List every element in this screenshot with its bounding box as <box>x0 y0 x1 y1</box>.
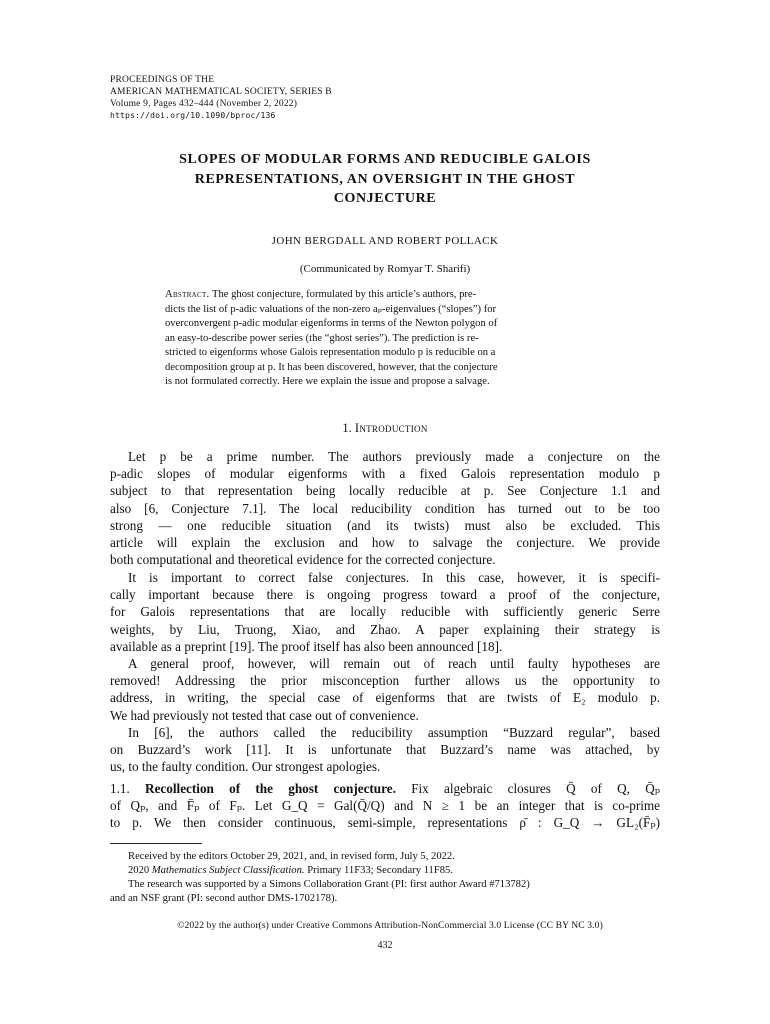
abstract <box>165 288 605 390</box>
abstract-line: overconvergent p-adic modular eigenforms in terms of the Newton polygon of <box>165 318 498 329</box>
license-notice: ©2022 by the author(s) under Creative Commons Attribution-NonCommercial 3.0 License (CC BY NC 3.0) <box>177 920 603 931</box>
abstract-line: is not formulated correctly. Here we explain the issue and propose a salvage. <box>165 376 490 387</box>
journal-header <box>110 74 670 122</box>
footnotes <box>110 850 670 906</box>
body-line: In [6], the authors called the reducibility assumption “Buzzard regular”, based <box>128 725 660 740</box>
body-line: article will explain the exclusion and how to salvage the conjecture. We provide <box>110 535 660 551</box>
body-line: A general proof, however, will remain out of reach until faulty hypotheses are <box>128 656 660 671</box>
body-line: 1.1. Recollection of the ghost conjecture. Fix algebraic closures Q̄ of Q, Q̄ₚ <box>110 781 661 796</box>
journal-line: AMERICAN MATHEMATICAL SOCIETY, SERIES B <box>110 87 332 97</box>
abstract-line: Abstract. The ghost conjecture, formulated by this article’s authors, pre- <box>165 289 477 300</box>
abstract-line: decomposition group at p. It has been discovered, however, that the conjecture <box>165 361 498 373</box>
paragraph <box>110 448 660 568</box>
body-line: of Qₚ, and F̄ₚ of Fₚ. Let G_Q = Gal(Q̄/Q) and N ≥ 1 be an integer that is co-prime <box>110 798 660 814</box>
body-line: Let p be a prime number. The authors previously made a conjecture on the <box>128 449 660 464</box>
body-line: removed! Addressing the prior misconception further allows us the opportunity to <box>110 673 660 689</box>
paragraph <box>110 724 660 776</box>
body-line: We had previously not tested that case out of convenience. <box>110 707 419 723</box>
body-line: us, to the faulty condition. Our strongest apologies. <box>110 759 381 775</box>
support-note: and an NSF grant (PI: second author DMS-1702178). <box>110 893 338 904</box>
abstract-line: stricted to eigenforms whose Galois representation modulo p is reducible on a <box>165 347 496 358</box>
body-line: to p. We then consider continuous, semi-simple, representations ρ̄ : G_Q → GL₂(F̄ₚ) <box>110 815 660 831</box>
subsection-title: Recollection of the ghost conjecture. <box>145 781 396 796</box>
body-line: strong — one reducible situation (and its twists) must also be excluded. This <box>110 517 660 533</box>
abstract-line: an easy-to-describe power series (the “ghost series”). The prediction is re- <box>165 332 479 344</box>
body-line: address, in writing, the special case of eigenforms that are twists of E₂ modulo p. <box>110 690 660 706</box>
subsection <box>110 780 660 832</box>
doi-link[interactable]: https://doi.org/10.1090/bproc/136 <box>110 111 276 120</box>
title-line: SLOPES OF MODULAR FORMS AND REDUCIBLE GALOIS <box>179 152 591 167</box>
body-line: p-adic slopes of modular eigenforms with a fixed Galois representation modulo p <box>110 466 660 482</box>
section-number: 1. <box>342 421 352 435</box>
paragraph <box>110 569 660 655</box>
journal-volume: Volume 9, Pages 432–444 (November 2, 2022) <box>110 99 298 109</box>
page-number: 432 <box>377 940 393 951</box>
body-line: subject to that representation being locally reducible at p. See Conjecture 1.1 and <box>110 483 660 499</box>
paper-title <box>110 150 660 209</box>
body-line: on Buzzard’s work [11]. It is unfortunate that Buzzard’s name was attached, by <box>110 742 660 758</box>
body-line: both computational and theoretical evidence for the corrected conjecture. <box>110 552 496 568</box>
body-line: available as a preprint [19]. The proof itself has also been announced [18]. <box>110 638 503 654</box>
footnote-divider <box>110 843 202 844</box>
title-line: REPRESENTATIONS, AN OVERSIGHT IN THE GHOST <box>194 171 576 187</box>
body-line: for Galois representations that are locally reducible with sufficiently generic Serre <box>110 604 660 620</box>
abstract-line: dicts the list of p-adic valuations of the non-zero aₚ-eigenvalues (“slopes”) for <box>165 303 497 315</box>
communicated-by: (Communicated by Romyar T. Sharifi) <box>299 263 471 275</box>
body-line: cally important because there is ongoing progress toward a proof of the conjecture, <box>110 587 660 603</box>
author-list: JOHN BERGDALL AND ROBERT POLLACK <box>271 235 499 247</box>
abstract-label: Abstract. <box>165 289 210 300</box>
section-title: Introduction <box>354 421 428 435</box>
body-line: also [6, Conjecture 7.1]. The local reducibility condition has turned out to be too <box>110 500 660 516</box>
journal-line: PROCEEDINGS OF THE <box>110 75 215 85</box>
body-line: weights, by Liu, Truong, Xiao, and Zhao. A paper explaining their strategy is <box>110 621 660 637</box>
support-note: The research was supported by a Simons Collaboration Grant (PI: first author Award #713782) <box>128 879 530 890</box>
received-note: Received by the editors October 29, 2021, and, in revised form, July 5, 2022. <box>128 851 455 862</box>
section-heading <box>110 421 660 436</box>
body-line: It is important to correct false conjectures. In this case, however, it is specifi- <box>128 570 660 585</box>
title-line: CONJECTURE <box>333 191 437 206</box>
msc-note: 2020 Mathematics Subject Classification. Primary 11F33; Secondary 11F85. <box>128 865 453 876</box>
subsection-number: 1.1. <box>110 781 130 796</box>
paragraph <box>110 655 660 724</box>
